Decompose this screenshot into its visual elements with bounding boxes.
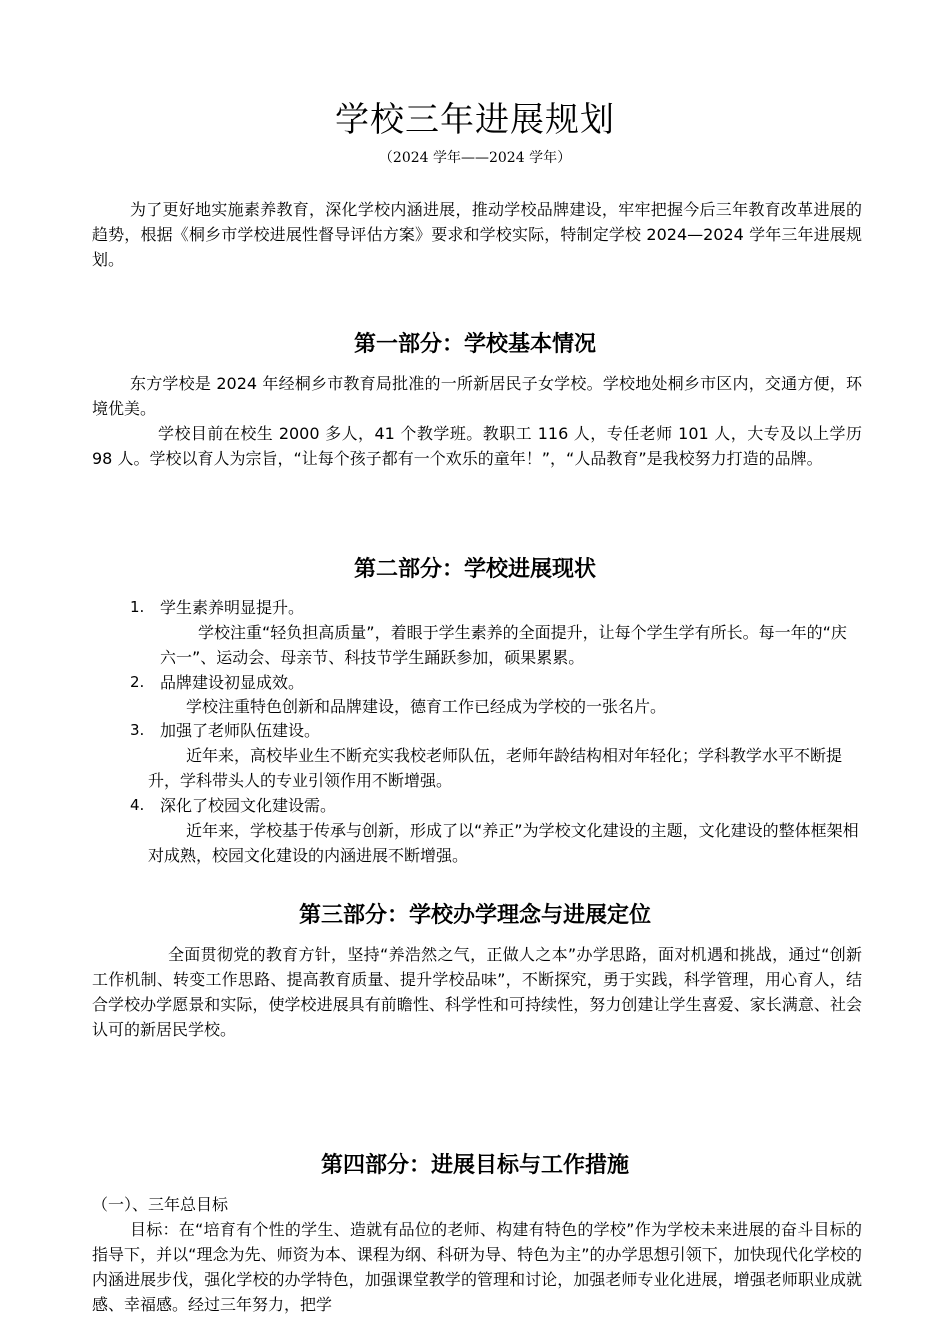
document-subtitle: （2024 学年——2024 学年） [378,150,572,166]
part3-paragraph: 全面贯彻党的教育方针，坚持“养浩然之气，正做人之本”办学思路，面对机遇和挑战，通过“创新工作机制、转变工作思路、提高教育质量、提升学校品味”，不断探究，勇于实践，科学管理，用心育人，结合学校办学愿景和实际，使学校进展具有前瞻性、科学性和可持续性，努力创建让学生喜爱、家长满意、社会认可的新居民学校。 [92,945,862,1039]
list-item-body: 学校注重特色创新和品牌建设，德育工作已经成为学校的一张名片。 [186,697,667,716]
list-item-title: 加强了老师队伍建设。 [160,721,321,740]
document-title: 学校三年进展规划 [335,100,615,140]
list-item-body: 学校注重“轻负担高质量”，着眼于学生素养的全面提升，让每个学生学有所长。每一年的“庆六一”、运动会、母亲节、科技节学生踊跃参加，硕果累累。 [160,623,847,667]
part4-paragraph: 目标：在“培育有个性的学生、造就有品位的老师、构建有特色的学校”作为学校未来进展的奋斗目标的指导下，并以“理念为先、师资为本、课程为纲、科研为导、特色为主”的办学思想引领下，加快现代化学校的内涵进展步伐，强化学校的办学特色，加强课堂教学的管理和讨论，加强老师专业化进展，增强老师职业成就感、幸福感。经过三年努力，把学 [92,1220,862,1314]
part1-heading: 第一部分：学校基本情况 [353,332,596,357]
part4-heading: 第四部分：进展目标与工作措施 [320,1153,629,1178]
part1-paragraph-2: 学校目前在校生 2000 多人，41 个教学班。教职工 116 人，专任老师 101 人，大专及以上学历 98 人。学校以育人为宗旨，“让每个孩子都有一个欢乐的童年！”，“人品教育”是我校努力打造的品牌。 [92,424,862,468]
list-item-title: 品牌建设初显成效。 [160,673,305,692]
list-item-title: 深化了校园文化建设需。 [160,796,337,815]
part3-heading: 第三部分：学校办学理念与进展定位 [298,903,651,928]
list-item-body: 近年来，学校基于传承与创新，形成了以“养正”为学校文化建设的主题，文化建设的整体框架相对成熟，校园文化建设的内涵进展不断增强。 [148,821,859,865]
part2-heading: 第二部分：学校进展现状 [353,557,596,582]
part1-paragraph-1: 东方学校是 2024 年经桐乡市教育局批准的一所新居民子女学校。学校地处桐乡市区内，交通方便，环境优美。 [92,374,862,418]
intro-paragraph: 为了更好地实施素养教育，深化学校内涵进展，推动学校品牌建设，牢牢把握今后三年教育改革进展的趋势，根据《桐乡市学校进展性督导评估方案》要求和学校实际，特制定学校 2024—2024 学年三年进展规划。 [92,200,862,269]
part4-subheading: （一）、三年总目标 [92,1195,229,1214]
list-item-number: 3. [130,721,145,739]
list-item-number: 4. [130,796,145,814]
list-item-body: 近年来，高校毕业生不断充实我校老师队伍，老师年龄结构相对年轻化；学科教学水平不断提升，学科带头人的专业引领作用不断增强。 [148,746,843,790]
list-item-number: 2. [130,673,145,691]
list-item-title: 学生素养明显提升。 [160,598,305,617]
list-item-number: 1. [130,598,145,616]
